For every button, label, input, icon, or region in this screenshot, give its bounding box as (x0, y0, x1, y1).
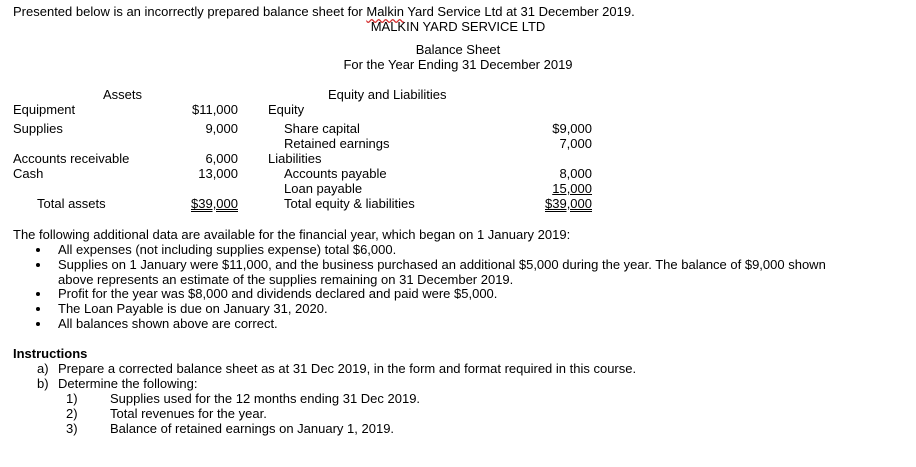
sheet-title: Balance Sheet (415, 42, 501, 57)
sub-item-3-text: Balance of retained earnings on January 1, 2019. (110, 421, 395, 436)
share-capital-label: Share capital (284, 121, 360, 136)
bullet-text-2b: above represents an estimate of the supplies remaining on 31 December 2019. (58, 272, 514, 287)
loan-payable-value: 15,000 (552, 181, 592, 196)
sub-item-2-marker: 2) (66, 406, 78, 421)
total-assets-value: $39,000 (191, 196, 238, 211)
bullet-5 (36, 322, 40, 326)
asset-value-supplies: 9,000 (205, 121, 238, 136)
asset-value-receivable: 6,000 (205, 151, 238, 166)
total-equity-liabilities-value: $39,000 (545, 196, 592, 211)
equity-liabilities-heading: Equity and Liabilities (328, 87, 447, 102)
instruction-a-text: Prepare a corrected balance sheet as at 31 Dec 2019, in the form and format required in this course. (58, 361, 637, 376)
bullet-2 (36, 263, 40, 267)
asset-value-equipment: $11,000 (191, 102, 238, 117)
sub-item-1-marker: 1) (66, 391, 78, 406)
bullet-4 (36, 307, 40, 311)
additional-data-intro: The following additional data are available for the financial year, which began on 1 January 2019: (13, 227, 571, 242)
intro-prefix: Presented below is an incorrectly prepared balance sheet for (13, 4, 367, 19)
instruction-a-marker: a) (37, 361, 49, 376)
bullet-text-4: The Loan Payable is due on January 31, 2020. (58, 301, 328, 316)
total-assets-label: Total assets (37, 196, 106, 211)
sub-item-1-text: Supplies used for the 12 months ending 31 Dec 2019. (110, 391, 421, 406)
accounts-payable-label: Accounts payable (284, 166, 387, 181)
bullet-text-1: All expenses (not including supplies expense) total $6,000. (58, 242, 397, 257)
instruction-b-marker: b) (37, 376, 49, 391)
instruction-b-text: Determine the following: (58, 376, 198, 391)
bullet-text-2a: Supplies on 1 January were $11,000, and the business purchased an additional $5,000 during the year. The balance of $9,000 shown (58, 257, 826, 272)
intro-misspelled-word: Malkin (366, 4, 404, 19)
instructions-heading: Instructions (13, 346, 88, 361)
sheet-period: For the Year Ending 31 December 2019 (343, 57, 573, 72)
sub-item-3-marker: 3) (66, 421, 78, 436)
company-name: MALKIN YARD SERVICE LTD (370, 19, 546, 34)
bullet-1 (36, 248, 40, 252)
assets-heading: Assets (103, 87, 143, 102)
retained-earnings-label: Retained earnings (284, 136, 390, 151)
asset-label-cash: Cash (13, 166, 44, 181)
equity-label: Equity (268, 102, 305, 117)
total-equity-liabilities-label: Total equity & liabilities (284, 196, 415, 211)
asset-value-cash: 13,000 (198, 166, 238, 181)
asset-label-supplies: Supplies (13, 121, 63, 136)
share-capital-value: $9,000 (552, 121, 592, 136)
retained-earnings-value: 7,000 (559, 136, 592, 151)
bullet-text-3: Profit for the year was $8,000 and dividends declared and paid were $5,000. (58, 286, 498, 301)
intro-suffix: Yard Service Ltd at 31 December 2019. (403, 4, 635, 19)
loan-payable-label: Loan payable (284, 181, 363, 196)
intro-line (13, 4, 635, 19)
liabilities-label: Liabilities (268, 151, 322, 166)
asset-label-equipment: Equipment (13, 102, 76, 117)
asset-label-receivable: Accounts receivable (13, 151, 130, 166)
accounts-payable-value: 8,000 (559, 166, 592, 181)
bullet-3 (36, 292, 40, 296)
bullet-text-5: All balances shown above are correct. (58, 316, 278, 331)
sub-item-2-text: Total revenues for the year. (110, 406, 267, 421)
